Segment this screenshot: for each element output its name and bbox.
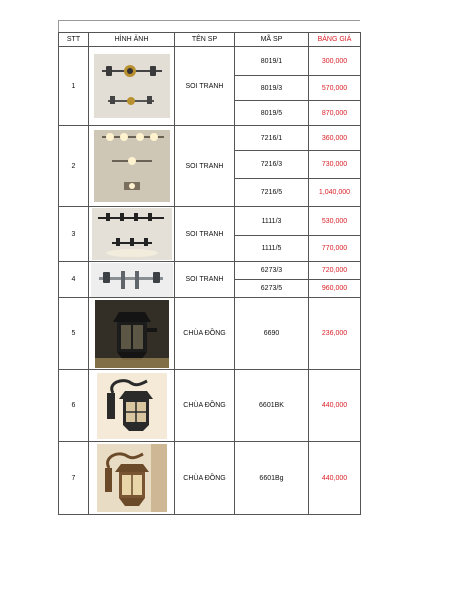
table-row [59,370,361,442]
product-price: 570,000 [309,76,361,101]
product-code: 7216/1 [235,126,309,151]
product-number: 5 [59,298,89,370]
header-code: MÃ SP [235,33,309,47]
product-code: 7216/5 [235,179,309,207]
product-number: 7 [59,442,89,515]
wall-picture-light-chrome-icon [89,262,175,298]
product-price: 236,000 [309,298,361,370]
product-price: 870,000 [309,101,361,126]
product-name: CHÙA ĐỒNG [175,442,235,515]
product-code: 6273/5 [235,280,309,298]
product-code: 8019/5 [235,101,309,126]
product-price: 440,000 [309,442,361,515]
product-code: 6690 [235,298,309,370]
product-name: SOI TRANH [175,126,235,207]
product-code: 1111/3 [235,207,309,236]
product-code: 7216/3 [235,151,309,179]
product-number: 3 [59,207,89,262]
table-row [59,442,361,515]
header-image: HÌNH ẢNH [89,33,175,47]
product-price: 1,040,000 [309,179,361,207]
wall-picture-light-lit-icon [89,126,175,207]
product-name: CHÙA ĐỒNG [175,298,235,370]
wall-picture-light-bar-icon [89,207,175,262]
table-row [59,262,361,280]
wall-picture-light-3-head-icon [89,47,175,126]
product-number: 4 [59,262,89,298]
table-row [59,126,361,151]
product-price: 770,000 [309,236,361,262]
product-price: 720,000 [309,262,361,280]
product-name: CHÙA ĐỒNG [175,370,235,442]
product-number: 1 [59,47,89,126]
wall-lantern-bronze-icon [89,442,175,515]
product-price: 360,000 [309,126,361,151]
table-row [59,298,361,370]
header-stt: STT [59,33,89,47]
product-price: 530,000 [309,207,361,236]
product-number: 6 [59,370,89,442]
product-code: 8019/3 [235,76,309,101]
product-code: 6273/3 [235,262,309,280]
header-row [59,33,361,47]
wall-lantern-icon [89,298,175,370]
product-price: 960,000 [309,280,361,298]
product-price: 300,000 [309,47,361,76]
price-table [58,32,361,515]
product-number: 2 [59,126,89,207]
product-name: SOI TRANH [175,207,235,262]
header-price: BẢNG GIÁ [309,33,361,47]
wall-lantern-scroll-icon [89,370,175,442]
product-code: 6601BK [235,370,309,442]
table-row [59,47,361,76]
product-price: 730,000 [309,151,361,179]
product-name: SOI TRANH [175,47,235,126]
product-price: 440,000 [309,370,361,442]
header-name: TÊN SP [175,33,235,47]
product-name: SOI TRANH [175,262,235,298]
product-code: 8019/1 [235,47,309,76]
product-code: 6601Bg [235,442,309,515]
table-row [59,207,361,236]
product-code: 1111/5 [235,236,309,262]
